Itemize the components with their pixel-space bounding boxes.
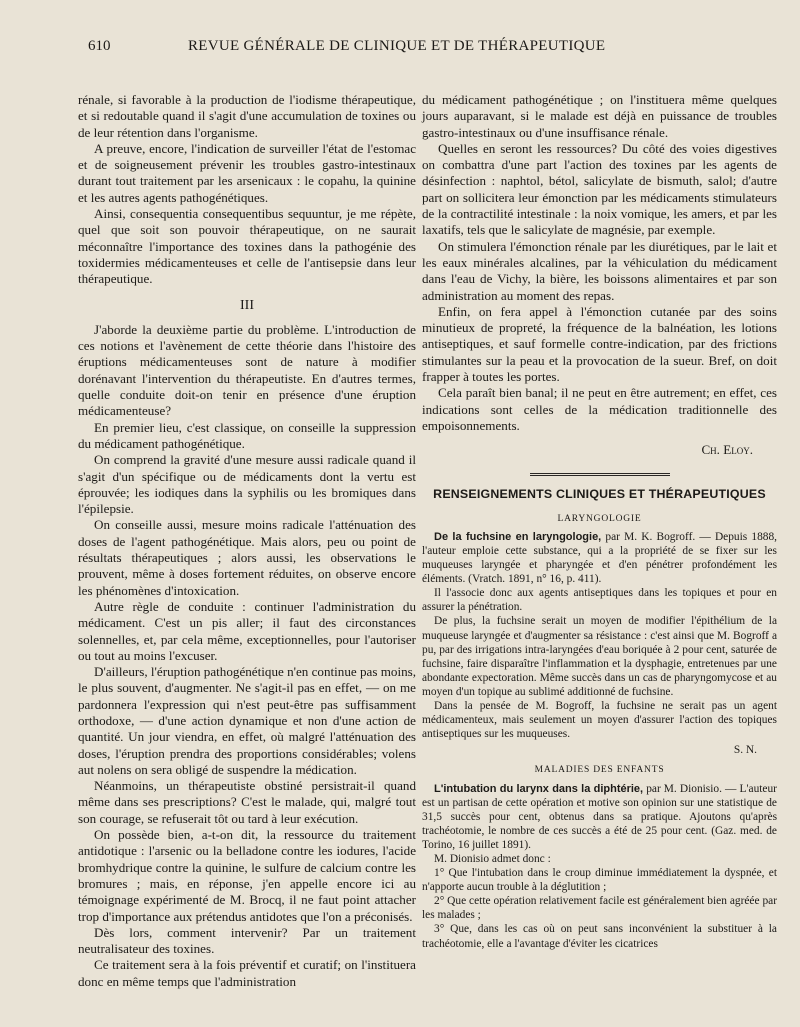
paragraph: Néanmoins, un thérapeutiste obstiné persistrait-il quand même dans ses prescriptions? C'est le malade, qui, malgré tout son courage, se refuserait tôt ou tard à leur exécution. [78, 778, 416, 826]
abstracts-section [422, 512, 777, 951]
article-author: par M. Dionisio. [646, 782, 722, 795]
paragraph: — L'auteur est un partisan de cette opération et motive son opinion sur une statistique de 31,5 succès pour cent, obtenus dans sa pratique. Ajoutons qu'après trachéotomie, le nombre de ces succès a été de 25 pour cent. (Gaz. med. de Torino, 16 juillet 1891). [422, 782, 777, 851]
article-lead [422, 530, 777, 586]
paragraph: On possède bien, a-t-on dit, la ressource du traitement antidotique : l'arsenic ou la belladone contre les iodures, l'acide bromhydrique contre la quinine, le sulfure de calcium contre les bromures ; mais, en réponse, j'en appelle encore ici au témoignage expérimenté de M. Brocq, il ne faut point attacher trop d'importance aux prétendus antidotes que l'on a préconisés. [78, 827, 416, 924]
article-lead [422, 782, 777, 852]
paragraph: Quelles en seront les ressources? Du côté des voies digestives on combattra d'une part l'action des toxines par les agents de désinfection : naphtol, bétol, salicylate de bismuth, salol; d'autre part on sollicitera leur émonction par les médicaments stimulateurs de la contractilité intestinale : la noix vomique, les amers, et par les laxatifs, tels que le salicylate de magnésie, par exemple. [422, 140, 777, 238]
paragraph: 2° Que cette opération relativement facile est généralement bien agréée par les malades ; [422, 895, 777, 922]
subsection-heading: MALADIES DES ENFANTS [534, 765, 665, 776]
article-author: par M. K. Bogroff. — [605, 530, 711, 543]
subsection-heading: LARYNGOLOGIE [557, 513, 642, 524]
article-title: De la fuchsine en laryngologie, [434, 530, 602, 543]
paragraph: On conseille aussi, mesure moins radicale l'atténuation des doses de l'agent pathogénétique. Mais alors, peu ou point de résultats thérapeutiques ; alors aussi, les observations le prouvent, même à doses fortement réduites, on observe encore les phénomènes d'intoxication. [78, 517, 416, 598]
paragraph: Ainsi, consequentia consequentibus sequuntur, je me répète, quel que soit son pouvoir thérapeutique, on ne saurait méconnaître l'importance des toxines dans la pathogénie des toxidermies médicamenteuses et celle de l'antisepsie dans leur thérapeutique. [78, 206, 416, 287]
section-heading: III [240, 297, 254, 313]
paragraph: 3° Que, dans les cas où on peut sans inconvénient la substituer à la trachéotomie, elle a l'avantage d'éviter les cicatrices [422, 923, 777, 950]
paragraph: Cela paraît bien banal; il ne peut en être autrement; en effet, ces indications sont celles de la médication traditionnelle des empoisonnements. [422, 385, 777, 433]
author-signature: Ch. Eloy. [701, 442, 753, 458]
paragraph: Il l'associe donc aux agents antiseptiques dans les topiques et pour en assurer la pénétration. [422, 587, 777, 614]
running-title: REVUE GÉNÉRALE DE CLINIQUE ET DE THÉRAPEUTIQUE [188, 38, 606, 54]
paragraph: De plus, la fuchsine serait un moyen de modifier l'épithélium de la muqueuse laryngée et d'augmenter sa résistance : c'est ainsi que M. Bogroff a pu, par des irrigations intra-laryngées d'eau boriquée à 2 pour cent, saturée de fuchsine, faire disparaître l'inflammation et la dysphagie, entretenues par une abondante expectoration. Même succès dans un cas de pharyngomycose et au moyen d'un topique au sublimé additionné de fuchsine. [422, 615, 777, 698]
page-header [0, 0, 800, 70]
article-title: L'intubation du larynx dans la diphtérie, [434, 782, 644, 795]
paragraph: D'ailleurs, l'éruption pathogénétique n'en continue pas moins, le plus souvent, d'augmenter. Ne s'agit-il pas en effet, — on me pardonnera l'expression qui n'est peut-être pas suffisamment orthodoxe, — d'une action dynamique et non d'une action de quantité. Un jour viendra, en effet, où malgré l'atténuation des doses, l'éruption prendra des proportions considérables; volens aut nolens on sera obligé de suspendre la médication. [78, 664, 416, 777]
page-number: 610 [88, 38, 111, 54]
paragraph: En premier lieu, c'est classique, on conseille la suppression du médicament pathogénétique. [78, 419, 416, 451]
paragraph: Ce traitement sera à la fois préventif et curatif; on l'instituera donc en même temps que l'administration [78, 957, 416, 989]
rubric-heading: RENSEIGNEMENTS CLINIQUES ET THÉRAPEUTIQUES [433, 486, 766, 501]
paragraph: M. Dionisio admet donc : [434, 852, 551, 865]
paragraph: du médicament pathogénétique ; on l'instituera même quelques jours auparavant, si le malade est déjà en puissance de troubles gastro-intestinaux ou d'une insuffisance rénale. [422, 92, 777, 140]
paragraph: Depuis 1888, l'auteur emploie cette substance, qui a la propriété de se fixer sur les muqueuses laryngée et pharyngée et d'en pénétrer profondément les éléments. (Vratch. 1891, n° 16, p. 411). [422, 530, 777, 586]
paragraph: Autre règle de conduite : continuer l'administration du médicament. C'est un pis aller; il faut des circonstances solennelles, et, par cela même, exceptionnelles, pour l'autoriser ou tout au moins l'excuser. [78, 598, 416, 663]
paragraph: On stimulera l'émonction rénale par les diurétiques, par le lait et les eaux minérales alcalines, par la véhiculation du médicament dans l'eau de Vichy, la bière, les boissons alimentaires et par son administration au moment des repas. [422, 238, 777, 303]
paragraph: On comprend la gravité d'une mesure aussi radicale quand il s'agit d'un spécifique ou de médicaments dont la vertu est éprouvée; les iodiques dans la syphilis ou les bromiques dans l'épilepsie. [78, 452, 416, 517]
paragraph: rénale, si favorable à la production de l'iodisme thérapeutique, et si redoutable quand il s'agit d'une accumulation de toxines ou de leur rétention dans l'organisme. [78, 92, 416, 140]
right-column [422, 92, 777, 951]
abstract-signature: S. N. [733, 744, 757, 757]
left-column [78, 92, 416, 990]
paragraph: Dans la pensée de M. Bogroff, la fuchsine ne serait pas un agent médicamenteux, mais seulement un moyen d'assurer l'action des topiques antiseptiques sur les muqueuses. [422, 700, 777, 741]
divider [530, 473, 670, 478]
paragraph: J'aborde la deuxième partie du problème. L'introduction de ces notions et l'avènement de cette théorie dans l'histoire des éruptions médicamenteuses sont de nature à modifier dorénavant l'intervention du thérapeutiste. En d'autres termes, quelle conduite doit-on tenir en présence d'une éruption médicamenteuse? [78, 321, 416, 419]
paragraph: Dès lors, comment intervenir? Par un traitement neutralisateur des toxines. [78, 924, 416, 957]
paragraph: 1° Que l'intubation dans le croup diminue immédiatement la dyspnée, et n'apporte aucun trouble à la déglutition ; [422, 867, 777, 894]
paragraph: A preuve, encore, l'indication de surveiller l'état de l'estomac et de soigneusement prévenir les troubles gastro-intestinaux durant tout traitement par les arsenicaux : le copahu, la quinine et les autres agents pathogénétiques. [78, 140, 416, 205]
paragraph: Enfin, on fera appel à l'émonction cutanée par des soins minutieux de propreté, la fréquence de la balnéation, les lotions antiseptiques, et sauf formelle contre-indication, par des frictions stimulantes sur la peau et la provocation de la sueur. Bref, on doit frapper à toutes les portes. [422, 303, 777, 385]
